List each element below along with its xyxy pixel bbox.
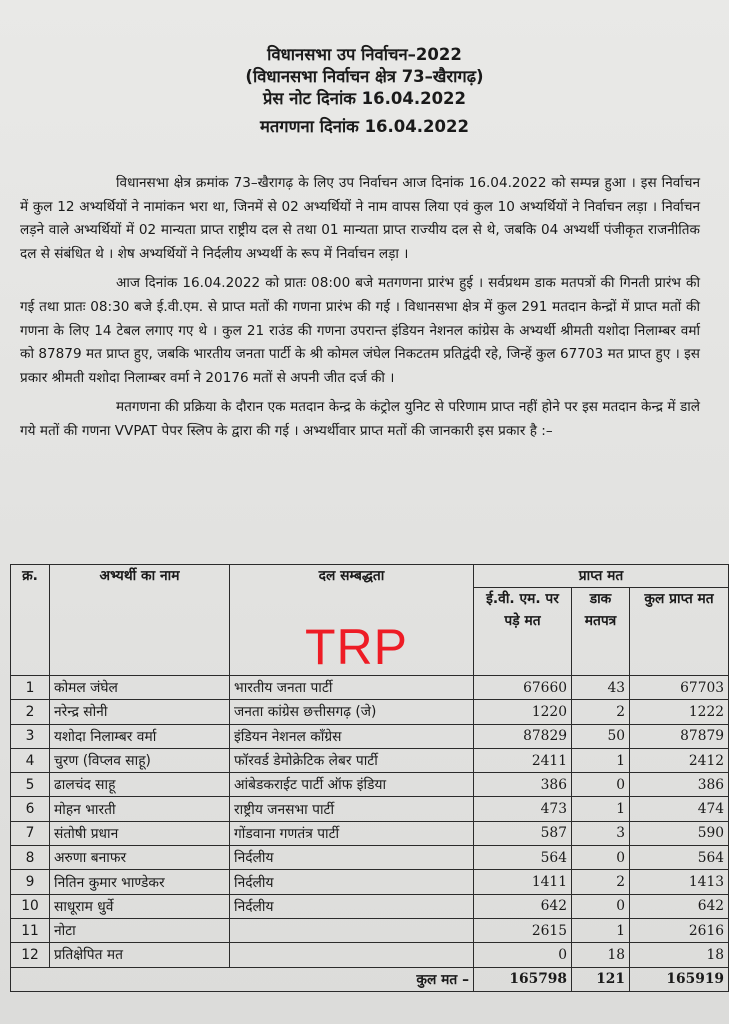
party-name [230,943,474,967]
candidate-row [11,870,729,894]
party-name: निर्दलीय [230,846,474,870]
postal-votes: 1 [572,918,630,942]
header-total-votes: कुल प्राप्त मत [630,588,729,676]
evm-votes: 2411 [474,748,572,772]
total-votes: 1413 [630,870,729,894]
evm-votes: 2615 [474,918,572,942]
header-sn: क्र. [11,565,50,676]
postal-votes: 1 [572,797,630,821]
postal-votes: 1 [572,748,630,772]
total-votes: 386 [630,773,729,797]
paragraph-3-text: मतगणना की प्रक्रिया के दौरान एक मतदान केन्द्र के कंट्रोल युनिट से परिणाम प्राप्त नहीं होने पर इस मतदान केन्द्र में डाले गये मतों की गणना VVPAT पेपर स्लिप के द्वारा की गई । अभ्यर्थीवार प्राप्त मतों की जानकारी इस प्रकार है :– [20,399,700,439]
candidate-name: ढालचंद साहू [50,773,230,797]
candidate-row [11,943,729,967]
candidate-row [11,846,729,870]
paragraph-2 [20,272,700,390]
header-press-note-date: प्रेस नोट दिनांक 16.04.2022 [262,89,467,108]
header-counting-date: मतगणना दिनांक 16.04.2022 [260,117,469,136]
totals-total: 165919 [630,967,729,991]
postal-votes: 0 [572,773,630,797]
row-sn: 10 [11,894,50,918]
total-votes: 474 [630,797,729,821]
trp-watermark: TRP [305,619,408,675]
postal-votes: 50 [572,724,630,748]
paragraph-2-text: आज दिनांक 16.04.2022 को प्रातः 08:00 बजे मतगणना प्रारंभ हुई । सर्वप्रथम डाक मतपत्रों की गिनती प्रारंभ की गई तथा प्रातः 08:30 बजे ई.वी.एम. से प्राप्त मतों की गणना प्रारंभ की गई । विधानसभा क्षेत्र में कुल 291 मतदान केन्द्रों में प्राप्त मतों की गणना के लिए 14 टेबल लगाए गए थे । कुल 21 राउंड की गणना उपरान्त इंडियन नेशनल कांग्रेस के अभ्यर्थी श्रीमती यशोदा निलाम्बर वर्मा को 87879 मत प्राप्त हुए, जबकि भारतीय जनता पार्टी के श्री कोमल जंघेल निकटतम प्रतिद्वंदी रहे, जिन्हें कुल 67703 मत प्राप्त हुए । इस प्रकार श्रीमती यशोदा निलाम्बर वर्मा ने 20176 मतों से अपनी जीत दर्ज की । [20,275,700,386]
evm-votes: 386 [474,773,572,797]
total-votes: 2412 [630,748,729,772]
candidate-name: अरुणा बनाफर [50,846,230,870]
total-votes: 590 [630,821,729,845]
candidate-name: यशोदा निलाम्बर वर्मा [50,724,230,748]
row-sn: 12 [11,943,50,967]
party-name: फॉरवर्ड डेमोक्रेटिक लेबर पार्टी [230,748,474,772]
row-sn: 5 [11,773,50,797]
party-name [230,918,474,942]
party-name: आंबेडकराईट पार्टी ऑफ इंडिया [230,773,474,797]
evm-votes: 587 [474,821,572,845]
candidate-name: नरेन्द्र सोनी [50,700,230,724]
evm-votes: 1220 [474,700,572,724]
total-votes: 642 [630,894,729,918]
candidate-name: संतोषी प्रधान [50,821,230,845]
evm-votes: 0 [474,943,572,967]
candidate-row [11,821,729,845]
header-postal-votes: डाक मतपत्र [572,588,630,676]
postal-votes: 2 [572,700,630,724]
party-name: जनता कांग्रेस छत्तीसगढ़ (जे) [230,700,474,724]
candidate-name: प्रतिक्षेपित मत [50,943,230,967]
postal-votes: 18 [572,943,630,967]
candidate-name: कोमल जंघेल [50,676,230,700]
postal-votes: 0 [572,894,630,918]
candidate-row [11,773,729,797]
total-votes: 2616 [630,918,729,942]
paragraph-3 [20,396,700,443]
party-name: भारतीय जनता पार्टी [230,676,474,700]
evm-votes: 1411 [474,870,572,894]
total-votes: 564 [630,846,729,870]
candidate-row [11,700,729,724]
party-name: इंडियन नेशनल कॉंग्रेस [230,724,474,748]
candidate-row [11,676,729,700]
candidate-name: नोटा [50,918,230,942]
postal-votes: 2 [572,870,630,894]
postal-votes: 43 [572,676,630,700]
total-votes: 67703 [630,676,729,700]
totals-postal: 121 [572,967,630,991]
party-name: निर्दलीय [230,894,474,918]
row-sn: 6 [11,797,50,821]
party-name: निर्दलीय [230,870,474,894]
total-votes: 1222 [630,700,729,724]
total-votes: 18 [630,943,729,967]
candidate-name: मोहन भारती [50,797,230,821]
evm-votes: 67660 [474,676,572,700]
totals-label: कुल मत – [11,967,474,991]
candidate-row [11,797,729,821]
row-sn: 11 [11,918,50,942]
candidate-row [11,918,729,942]
results-table-body [11,676,729,968]
header-title: विधानसभा उप निर्वाचन–2022 [267,45,462,64]
party-name: गोंडवाना गणतंत्र पार्टी [230,821,474,845]
paragraph-1-text: विधानसभा क्षेत्र क्रमांक 73–खैरागढ़ के लिए उप निर्वाचन आज दिनांक 16.04.2022 को सम्पन्न हुआ । इस निर्वाचन में कुल 12 अभ्यर्थियों ने नामांकन भरा था, जिनमें से 02 अभ्यर्थियों ने नाम वापस लिया एवं कुल 10 अभ्यर्थियों ने निर्वाचन लड़ा । निर्वाचन लड़ने वाले अभ्यर्थियों में 02 मान्यता प्राप्त राष्ट्रीय दल से तथा 01 मान्यता प्राप्त राज्यीय दल से थे, जबकि 04 अभ्यर्थी पंजीकृत राजनीतिक दल से संबंधित थे । शेष अभ्यर्थियों ने निर्दलीय अभ्यर्थी के रूप में निर्वाचन लड़ा । [20,175,700,262]
row-sn: 1 [11,676,50,700]
evm-votes: 473 [474,797,572,821]
candidate-row [11,724,729,748]
candidate-name: नितिन कुमार भाण्डेकर [50,870,230,894]
header-party: दल सम्बद्धता [230,565,474,676]
document-header [0,44,729,138]
totals-row [11,967,729,991]
candidate-row [11,894,729,918]
row-sn: 9 [11,870,50,894]
header-candidate-name: अभ्यर्थी का नाम [50,565,230,676]
evm-votes: 564 [474,846,572,870]
evm-votes: 87829 [474,724,572,748]
candidate-name: साधूराम धुर्वे [50,894,230,918]
header-constituency: (विधानसभा निर्वाचन क्षेत्र 73–खैरागढ़) [245,67,484,86]
candidate-name: चुरण (विप्लव साहू) [50,748,230,772]
candidate-row [11,748,729,772]
row-sn: 4 [11,748,50,772]
header-evm-votes: ई.वी. एम. पर पड़े मत [474,588,572,676]
postal-votes: 0 [572,846,630,870]
party-name: राष्ट्रीय जनसभा पार्टी [230,797,474,821]
row-sn: 8 [11,846,50,870]
row-sn: 3 [11,724,50,748]
row-sn: 2 [11,700,50,724]
total-votes: 87879 [630,724,729,748]
evm-votes: 642 [474,894,572,918]
body-text [20,172,700,444]
paragraph-1 [20,172,700,266]
totals-evm: 165798 [474,967,572,991]
row-sn: 7 [11,821,50,845]
postal-votes: 3 [572,821,630,845]
header-votes-received: प्राप्त मत [474,565,729,588]
